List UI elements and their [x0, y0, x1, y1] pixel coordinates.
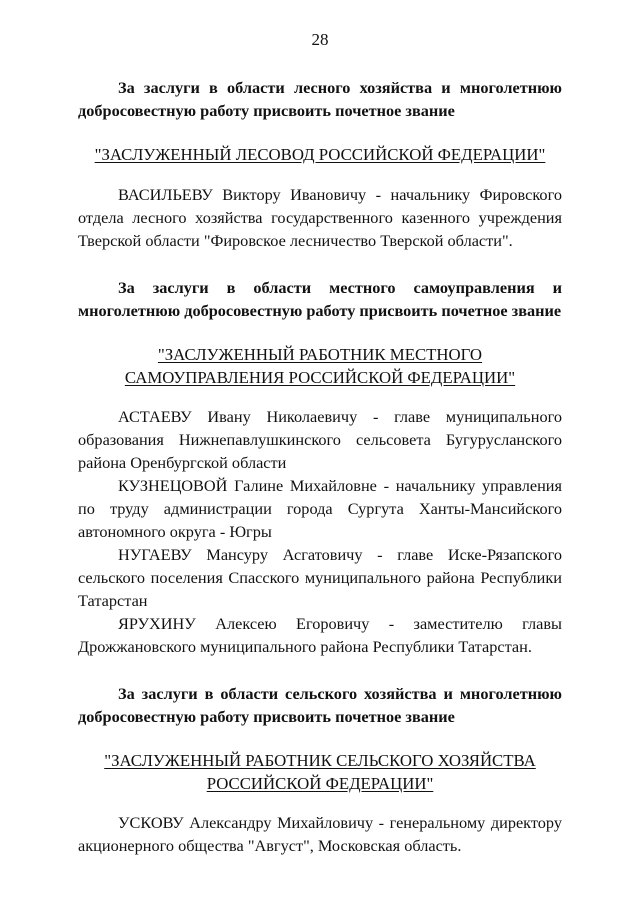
entry-kuznetsova: КУЗНЕЦОВОЙ Галине Михайловне - начальнику управления по труду администрации города Сургута Ханты-Мансийского автономного округа - Югры: [78, 476, 562, 541]
title-local-government: "ЗАСЛУЖЕННЫЙ РАБОТНИК МЕСТНОГО САМОУПРАВЛЕНИЯ РОССИЙСКОЙ ФЕДЕРАЦИИ": [124, 345, 516, 387]
entry-nugaev: НУГАЕВУ Мансуру Асгатовичу - главе Иске-Рязапского сельского поселения Спасского муниципального района Республики Татарстан: [78, 545, 562, 610]
decree-forestry: За заслуги в области лесного хозяйства и многолетнюю добросовестную работу присвоить почетное звание: [78, 78, 562, 120]
title-forestry: "ЗАСЛУЖЕННЫЙ ЛЕСОВОД РОССИЙСКОЙ ФЕДЕРАЦИИ": [94, 145, 546, 164]
entry-vasiliev: ВАСИЛЬЕВУ Виктору Ивановичу - начальнику Фировского отдела лесного хозяйства государственного казенного учреждения Тверской области "Фировское лесничество Тверской области".: [78, 185, 562, 250]
decree-local-government: За заслуги в области местного самоуправления и многолетнюю добросовестную работу присвоить почетное звание: [78, 278, 562, 320]
decree-agriculture: За заслуги в области сельского хозяйства и многолетнюю добросовестную работу присвоить почетное звание: [78, 684, 562, 726]
document-body: [78, 76, 562, 857]
entry-yarukhin: ЯРУХИНУ Алексею Егоровичу - заместителю главы Дрожжановского муниципального района Республики Татарстан.: [78, 614, 562, 656]
title-agriculture: "ЗАСЛУЖЕННЫЙ РАБОТНИК СЕЛЬСКОГО ХОЗЯЙСТВА РОССИЙСКОЙ ФЕДЕРАЦИИ": [104, 751, 536, 793]
page-number: 28: [311, 30, 329, 49]
entry-astaev: АСТАЕВУ Ивану Николаевичу - главе муниципального образования Нижнепавлушкинского сельсовета Бугурусланского района Оренбургской области: [78, 407, 562, 472]
entry-uskov: УСКОВУ Александру Михайловичу - генеральному директору акционерного общества "Август", Московская область.: [78, 813, 562, 855]
